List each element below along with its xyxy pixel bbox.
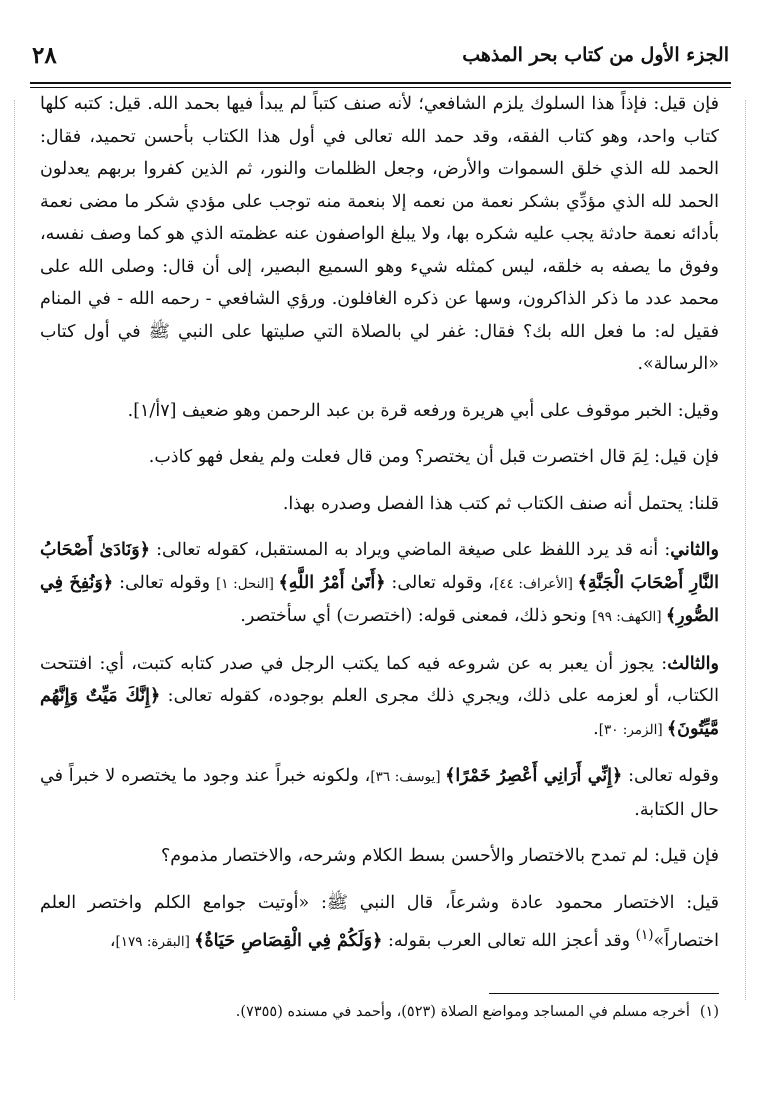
verse-reference: [يوسف: ٣٦] (370, 769, 446, 785)
third-tail: . (593, 718, 599, 739)
paragraph-second-reason (40, 534, 719, 634)
second-intro: : أنه قد يرد اللفظ على صيغة الماضي ويراد به المستقبل، كقوله تعالى: (149, 540, 671, 560)
quran-verse: ﴿وَنُفِخَ فِي الصُّورِ﴾ (40, 572, 719, 626)
verse-reference: [الأعراف: ٤٤] (493, 575, 578, 592)
paragraph-sixth (40, 887, 719, 959)
main-text (40, 88, 719, 972)
second-mid: وقوله تعالى: (113, 572, 216, 593)
footnote-marker: (١) (699, 1004, 719, 1020)
paragraph-objection: فإن قيل: لِمَ قال اختصرت قبل أن يختصر؟ ومن قال فعلت ولم يفعل فهو كاذب. (148, 447, 719, 467)
quran-verse: ﴿أَتَىٰ أَمْرُ اللَّهِ﴾ (278, 572, 386, 593)
fourth-tail: ، ولكونه خبراً عند وجود ما يختصره لا خبراً في حال الكتابة. (40, 766, 719, 820)
verse-reference: [الزمر: ٣٠] (598, 721, 667, 738)
sixth-tail: ، (109, 930, 116, 951)
second-mid: ، وقوله تعالى: (385, 572, 494, 593)
paragraph-hadith-grade: وقيل: الخبر موقوف على أبي هريرة ورفعه قرة بن عبد الرحمن وهو ضعيف [٧أ/١]. (127, 400, 719, 421)
scan-edge-line (14, 100, 15, 1000)
scan-edge-line (745, 100, 746, 1000)
quran-verse: ﴿إِنِّي أَرَانِي أَعْصِرُ خَمْرًا﴾ (445, 766, 623, 786)
verse-reference: [البقرة: ١٧٩] (115, 933, 195, 950)
running-title: الجزء الأول من كتاب بحر المذهب (462, 44, 729, 66)
paragraph-intro: فإن قيل: فإذاً هذا السلوك يلزم الشافعي؛ لأنه صنف كتباً لم يبدأ فيها بحمد الله. قيل: كتبه كلها كتاب واحد، وهو كتاب الفقه، وقد حمد الله تعالى في أول هذا الكتاب بأحسن تحميد، فقال: الحمد لله الذي خلق السموات والأرض، وجعل الظلمات والنور، ثم الذين كفروا بربهم يعدلون الحمد لله الذي مؤدِّي بشكر نعمة من نعمه إلا بنعمة منه توجب على مؤدي شكر ما مضى نعمة بأدائه نعمة حادثة يجب عليه شكره بها، ولا يبلغ الواصفون عنه عظمته الذي هو كما وصف نفسه، وفوق ما يصفه به خلقه، ليس كمثله شيء وهو السميع البصير، إلى أن قال: وصلى الله على محمد عدد ما ذكر الذاكرون، وسها عن ذكره الغافلون. ورؤي الشافعي - رحمه الله - في المنام فقيل له: ما فعل الله بك؟ فقال: غفر لي بالصلاة التي صليتها على النبي ﷺ في أول كتاب «الرسالة». (40, 94, 719, 374)
verse-reference: [الكهف: ٩٩] (592, 609, 666, 625)
paragraph-fifth: فإن قيل: لم تمدح بالاختصار والأحسن بسط الكلام وشرحه، والاختصار مذموم؟ (160, 846, 719, 866)
page-number: ٢٨ (32, 42, 57, 69)
footnote-rule (489, 993, 719, 994)
fourth-intro: وقوله تعالى: (622, 766, 719, 786)
sixth-intro: قيل: الاختصار محمود عادة وشرعاً، قال النبي ﷺ: «أوتيت جوامع الكلم واختصر العلم اختصاراً» (40, 892, 719, 951)
quran-verse: ﴿وَنَادَىٰ أَصْحَابُ النَّارِ أَصْحَابَ الْجَنَّةِ﴾ (40, 540, 719, 593)
footnote-reference[interactable]: (١) (635, 927, 654, 943)
footnote (40, 1000, 719, 1024)
third-intro: : يجوز أن يعبر به عن شروعه فيه كما يكتب الرجل في صدر كتابه كتبت، أي: افتتحت الكتاب، أو لعزمه على ذلك، ويجري ذلك مجرى العلم بوجوده، كقوله تعالى: (40, 653, 719, 706)
verse-reference: [النحل: ١] (215, 575, 279, 592)
second-lead: والثاني (670, 540, 719, 560)
paragraph-fourth (40, 760, 719, 826)
quran-verse: ﴿وَلَكُمْ فِي الْقِصَاصِ حَيَاةٌ﴾ (194, 930, 383, 951)
page-header (32, 38, 729, 78)
third-lead: والثالث (667, 653, 719, 674)
paragraph-answer: قلنا: يحتمل أنه صنف الكتاب ثم كتب هذا الفصل وصدره بهذا. (282, 493, 719, 514)
sixth-mid: وقد أعجز الله تعالى العرب بقوله: (382, 930, 636, 951)
footnote-text: أخرجه مسلم في المساجد ومواضع الصلاة (٥٢٣)، وأحمد في مسنده (٧٣٥٥). (235, 1004, 690, 1020)
paragraph-third-reason (40, 648, 719, 747)
quran-verse: ﴿إِنَّكَ مَيِّتٌ وَإِنَّهُم مَّيِّتُونَ﴾ (40, 686, 719, 739)
second-tail: ونحو ذلك، فمعنى قوله: (اختصرت) أي سأختصر. (240, 606, 593, 626)
